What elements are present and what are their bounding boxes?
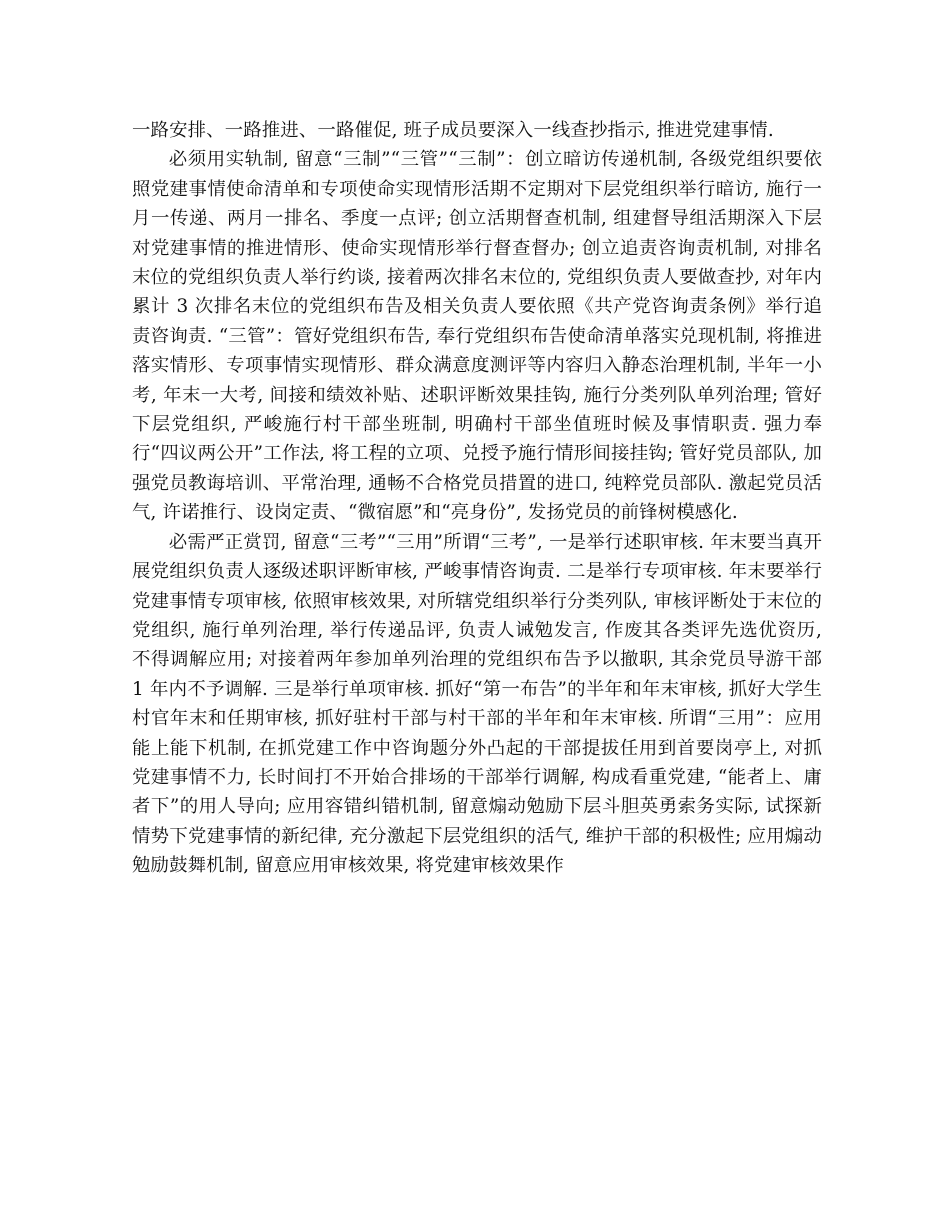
paragraph-3: 必需严正赏罚, 留意“三考”“三用”所谓“三考”, 一是举行述职审核. 年末要当真开展党组织负责人逐级述职评断审核, 严峻事情咨询责. 二是举行专项审核. 年末要举行党建事情专项审核, 依照审核效果, 对所辖党组织举行分类列队, 审核评断处于末位的党组织, 施行单列治理, 举行传递品评, 负责人诫勉发言, 作废其各类评先选优资历, 不得调解应用; 对接着两年参加单列治理的党组织布告予以撤职, 其余党员导游干部 1 年内不予调解. 三是举行单项审核. 抓好“第一布告”的半年和年末审核, 抓好大学生村官年末和任期审核, 抓好驻村干部与村干部的半年和年末审核. 所谓“三用”：应用能上能下机制, 在抓党建工作中咨询题分外凸起的干部提拔任用到首要岗亭上, 对抓党建事情不力, 长时间打不开始合排场的干部举行调解, 构成看重党建, “能者上、庸者下”的用人导向; 应用容错纠错机制, 留意煽动勉励下层斗胆英勇索务实际, 试探新情势下党建事情的新纪律, 充分激起下层党组织的活气, 维护干部的积极性; 应用煽动勉励鼓舞机制, 留意应用审核效果, 将党建审核效果作 (132, 531, 822, 877)
paragraph-2: 必须用实轨制, 留意“三制”“三管”“三制”：创立暗访传递机制, 各级党组织要依照党建事情使命清单和专项使命实现情形活期不定期对下层党组织举行暗访, 施行一月一传递、两月一排名、季度一点评; 创立活期督查机制, 组建督导组活期深入下层对党建事情的推进情形、使命实现情形举行督查督办; 创立追责咨询责机制, 对排名末位的党组织负责人举行约谈, 接着两次排名末位的, 党组织负责人要做查抄, 对年内累计 3 次排名末位的党组织布告及相关负责人要依照《共产党咨询责条例》举行追责咨询责. “三管”：管好党组织布告, 奉行党组织布告使命清单落实兑现机制, 将推进落实情形、专项事情实现情形、群众满意度测评等内容归入静态治理机制, 半年一小考, 年末一大考, 间接和绩效补贴、述职评断效果挂钩, 施行分类列队单列治理; 管好下层党组织, 严峻施行村干部坐班制, 明确村干部坐值班时候及事情职责. 强力奉行“四议两公开”工作法, 将工程的立项、兑授予施行情形间接挂钩; 管好党员部队, 加强党员教诲培训、平常治理, 通畅不合格党员措置的进口, 纯粹党员部队. 激起党员活气, 许诺推行、设岗定责、“微宿愿”和“亮身份”, 发扬党员的前锋树模感化. (132, 149, 822, 524)
document-body (132, 116, 822, 881)
paragraph-1: 一路安排、一路推进、一路催促, 班子成员要深入一线查抄指示, 推进党建事情. (132, 120, 774, 141)
